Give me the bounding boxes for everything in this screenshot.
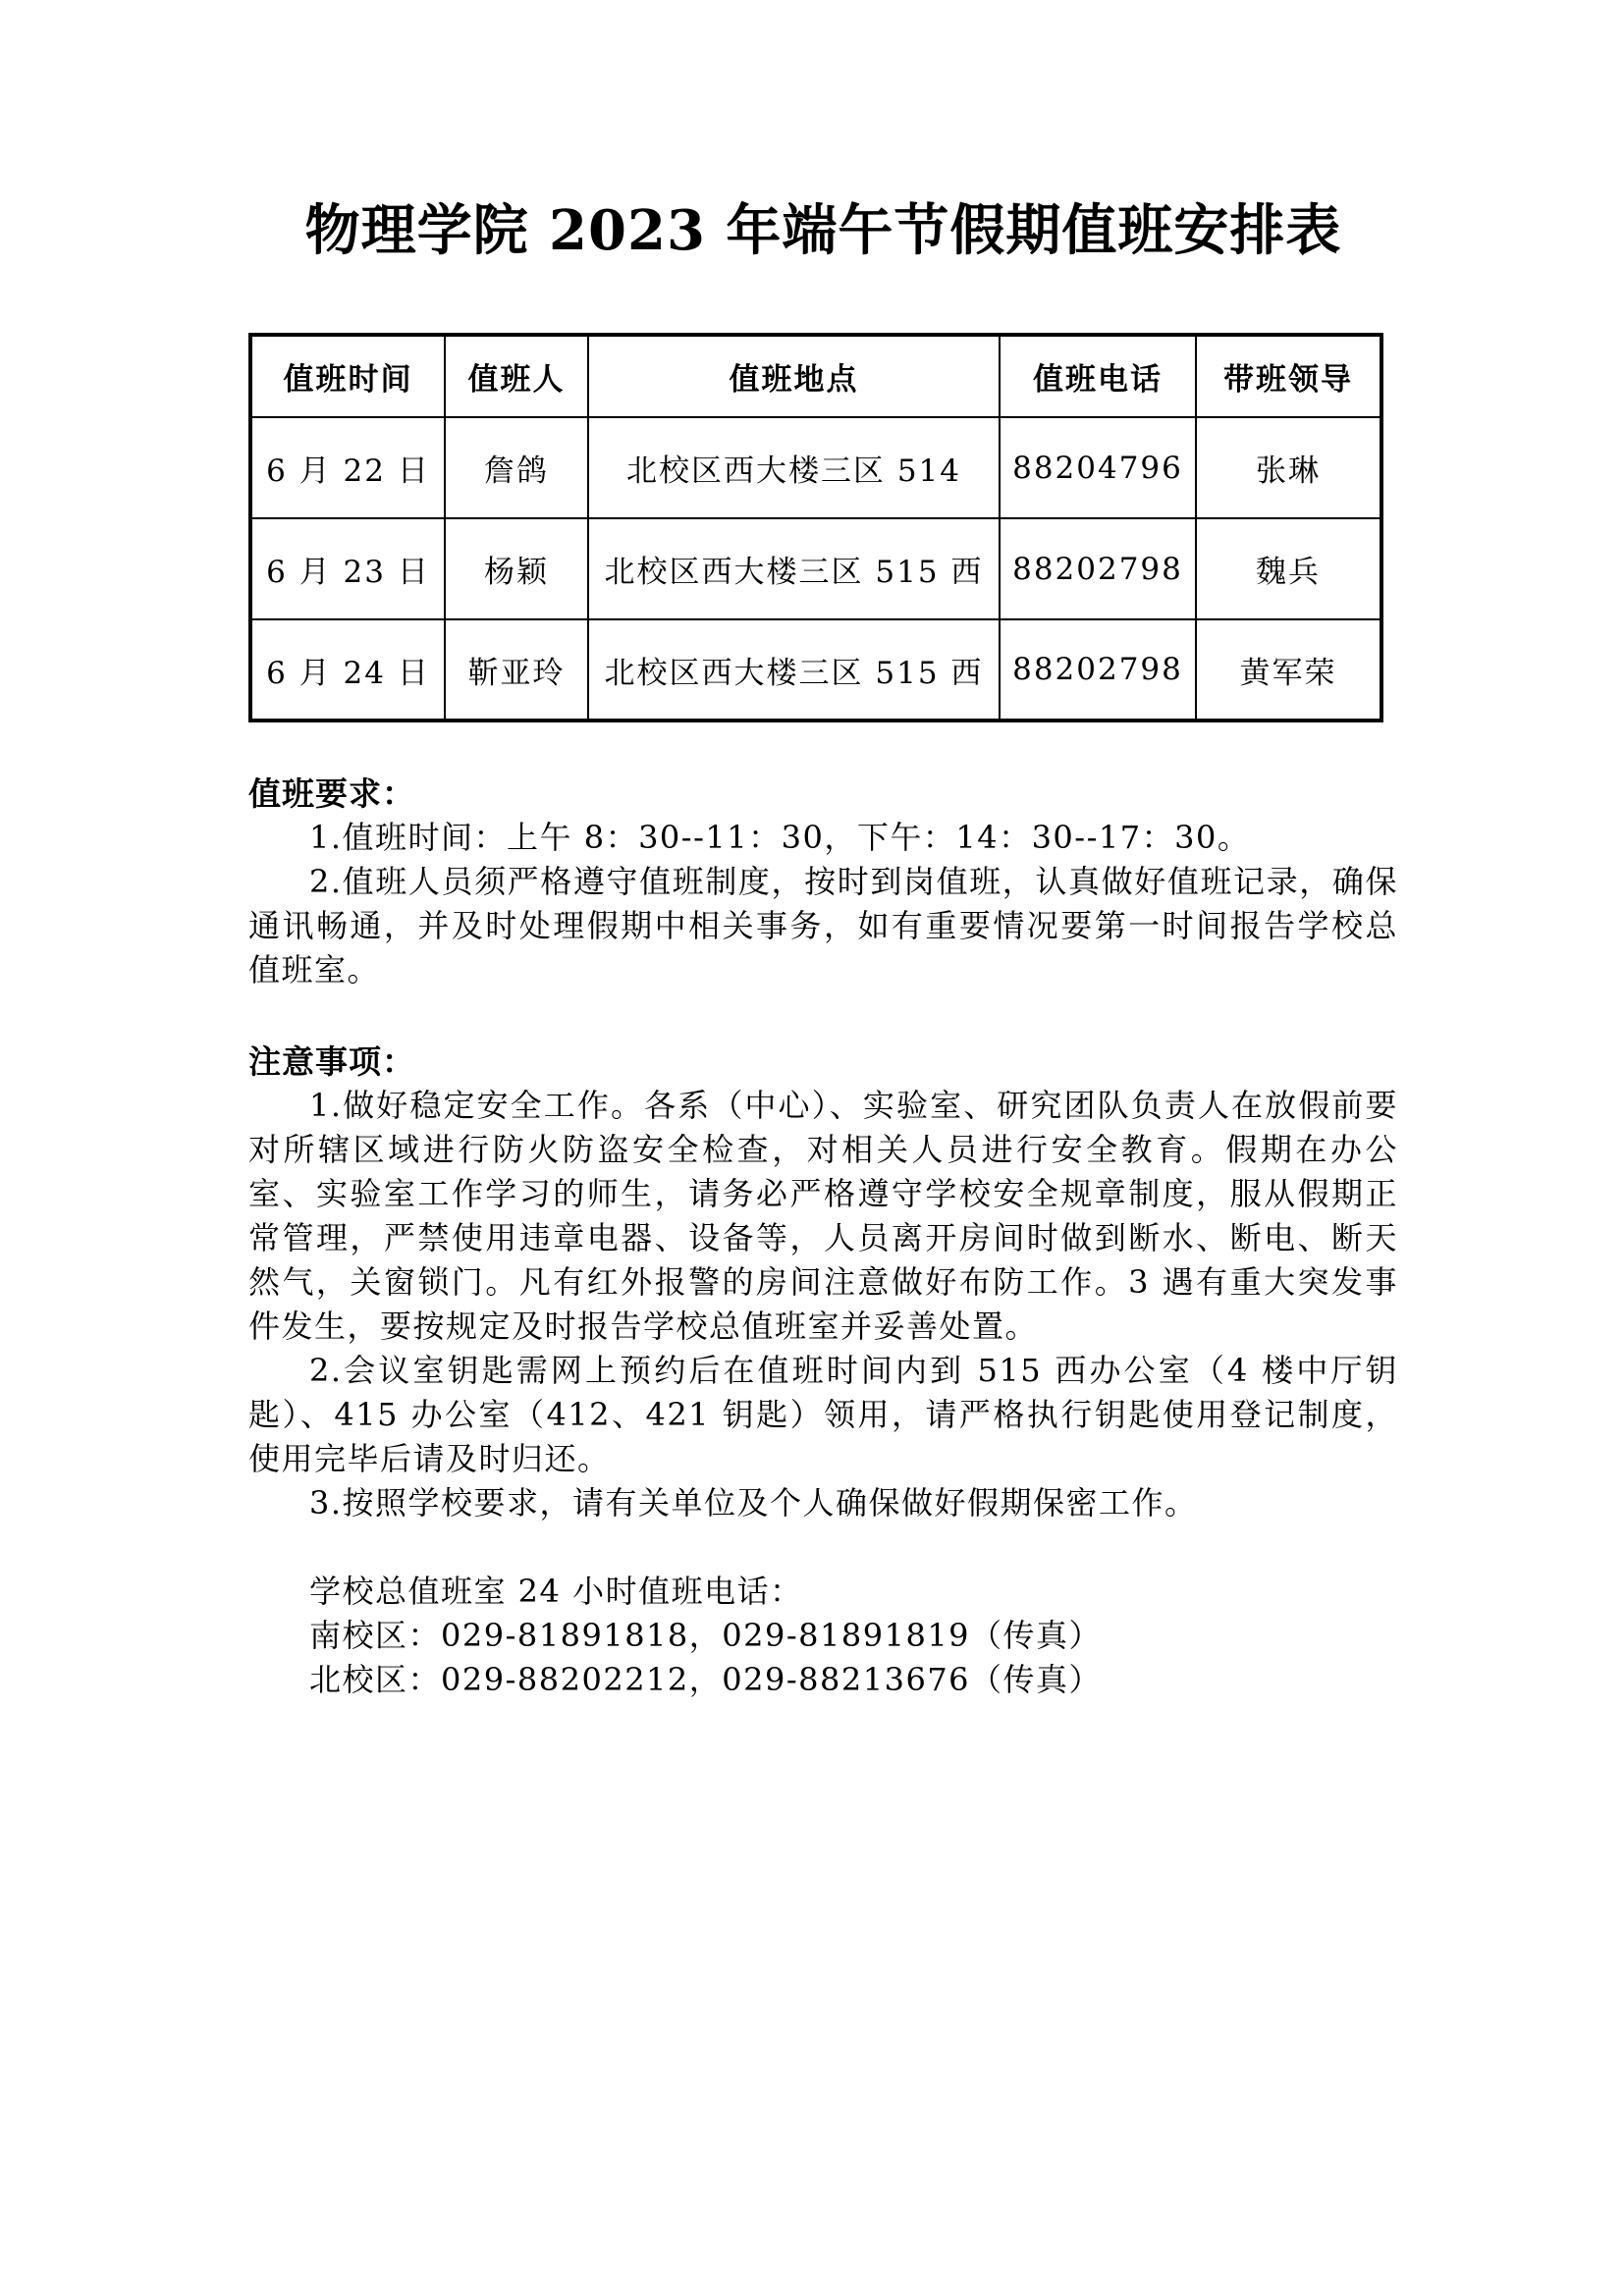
notes-heading: 注意事项： bbox=[248, 1042, 415, 1081]
cell-duty-phone: 88202798 bbox=[1000, 619, 1196, 721]
col-header-duty-time: 值班时间 bbox=[250, 335, 445, 417]
requirements-heading: 值班要求： bbox=[248, 774, 415, 813]
notes-item-1: 1.做好稳定安全工作。各系（中心）、实验室、研究团队负责人在放假前要对所辖区域进行防火防盗安全检查，对相关人员进行安全教育。假期在办公室、实验室工作学习的师生，请务必严格遵守学校安全规章制度，服从假期正常管理，严禁使用违章电器、设备等，人员离开房间时做到断水、断电、断天然气，关窗锁门。凡有红外报警的房间注意做好布防工作。3 遇有重大突发事件发生，要按规定及时报告学校总值班室并妥善处置。 bbox=[248, 1087, 1398, 1345]
hotline-south-campus: 南校区：029-81891818，029-81891819（传真） bbox=[309, 1617, 1103, 1654]
cell-duty-time: 6 月 22 日 bbox=[250, 417, 445, 518]
table-row bbox=[250, 619, 1381, 721]
cell-duty-phone: 88204796 bbox=[1000, 417, 1196, 518]
hotline-section bbox=[248, 1570, 1398, 1702]
cell-duty-time: 6 月 23 日 bbox=[250, 518, 445, 619]
cell-duty-person: 杨颖 bbox=[445, 518, 588, 619]
cell-duty-person: 靳亚玲 bbox=[445, 619, 588, 721]
cell-duty-time: 6 月 24 日 bbox=[250, 619, 445, 721]
page-title: 物理学院 2023 年端午节假期值班安排表 bbox=[304, 198, 1342, 263]
duty-schedule-table bbox=[248, 333, 1383, 722]
col-header-duty-person: 值班人 bbox=[445, 335, 588, 417]
cell-duty-person: 詹鸽 bbox=[445, 417, 588, 518]
cell-duty-leader: 黄军荣 bbox=[1196, 619, 1381, 721]
hotline-north-campus: 北校区：029-88202212，029-88213676（传真） bbox=[309, 1661, 1103, 1698]
cell-duty-leader: 魏兵 bbox=[1196, 518, 1381, 619]
cell-duty-location: 北校区西大楼三区 515 西 bbox=[588, 619, 1000, 721]
requirements-item-1: 1.值班时间：上午 8：30--11：30，下午：14：30--17：30。 bbox=[309, 819, 1251, 856]
table-row bbox=[250, 518, 1381, 619]
col-header-duty-phone: 值班电话 bbox=[1000, 335, 1196, 417]
hotline-title: 学校总值班室 24 小时值班电话： bbox=[309, 1573, 803, 1610]
requirements-item-2: 2.值班人员须严格遵守值班制度，按时到岗值班，认真做好值班记录，确保通讯畅通，并及时处理假期中相关事务，如有重要情况要第一时间报告学校总值班室。 bbox=[248, 863, 1398, 988]
col-header-duty-location: 值班地点 bbox=[588, 335, 1000, 417]
table-header-row bbox=[250, 335, 1381, 417]
notes-item-3: 3.按照学校要求，请有关单位及个人确保做好假期保密工作。 bbox=[309, 1484, 1198, 1522]
notes-item-2: 2.会议室钥匙需网上预约后在值班时间内到 515 西办公室（4 楼中厅钥匙）、415 办公室（412、421 钥匙）领用，请严格执行钥匙使用登记制度，使用完毕后请及时归还。 bbox=[248, 1352, 1398, 1477]
col-header-duty-leader: 带班领导 bbox=[1196, 335, 1381, 417]
table-row bbox=[250, 417, 1381, 518]
cell-duty-leader: 张琳 bbox=[1196, 417, 1381, 518]
cell-duty-location: 北校区西大楼三区 514 bbox=[588, 417, 1000, 518]
cell-duty-phone: 88202798 bbox=[1000, 518, 1196, 619]
cell-duty-location: 北校区西大楼三区 515 西 bbox=[588, 518, 1000, 619]
